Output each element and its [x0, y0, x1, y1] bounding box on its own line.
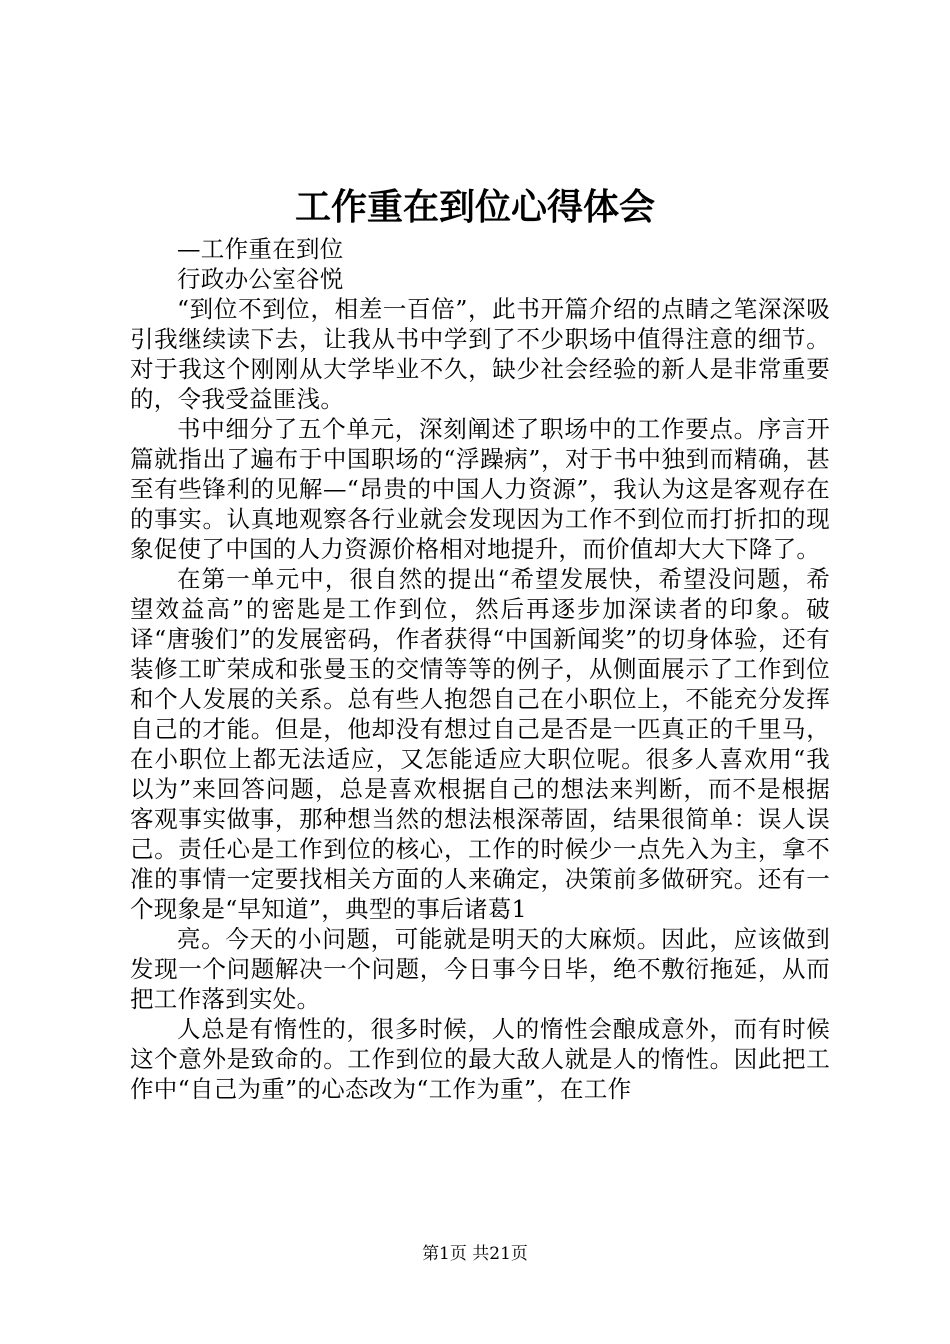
document-title: 工作重在到位心得体会: [294, 187, 655, 228]
paragraph-2: 书中细分了五个单元，深刻阐述了职场中的工作要点。序言开篇就指出了遍布于中国职场的“浮躁病”，对于书中独到而精确，甚至有些锋利的见解—“昂贵的中国人力资源”，我认为这是客观存在的事实。认真地观察各行业就会发现因为工作不到位而打折扣的现象促使了中国的人力资源价格相对地提升，而价值却大大下降了。: [130, 415, 830, 563]
document-body: [130, 234, 830, 1104]
paragraph-4: 亮。今天的小问题，可能就是明天的大麻烦。因此，应该做到发现一个问题解决一个问题，今日事今日毕，绝不敷衍拖延，从而把工作落到实处。: [130, 925, 830, 1013]
page-footer: 第1页 共21页: [422, 1244, 528, 1264]
paragraph-3: 在第一单元中，很自然的提出“希望发展快，希望没问题，希望效益高”的密匙是工作到位，然后再逐步加深读者的印象。破译“唐骏们”的发展密码，作者获得“中国新闻奖”的切身体验，还有装修工旷荣成和张曼玉的交情等等的例子，从侧面展示了工作到位和个人发展的关系。总有些人抱怨自己在小职位上，不能充分发挥自己的才能。但是，他却没有想过自己是否是一匹真正的千里马，在小职位上都无法适应，又怎能适应大职位呢。很多人喜欢用“我以为”来回答问题，总是喜欢根据自己的想法来判断，而不是根据客观事实做事，那种想当然的想法根深蒂固，结果很简单：误人误己。责任心是工作到位的核心，工作的时候少一点先入为主，拿不准的事情一定要找相关方面的人来确定，决策前多做研究。还有一个现象是“早知道”，典型的事后诸葛1: [130, 565, 830, 923]
paragraph-1: “到位不到位，相差一百倍”，此书开篇介绍的点睛之笔深深吸引我继续读下去，让我从书中学到了不少职场中值得注意的细节。对于我这个刚刚从大学毕业不久，缺少社会经验的新人是非常重要的，令我受益匪浅。: [130, 295, 830, 413]
paragraph-subtitle: —工作重在到位: [177, 235, 344, 263]
paragraph-author: 行政办公室谷悦: [177, 265, 344, 293]
paragraph-5: 人总是有惰性的，很多时候，人的惰性会酿成意外，而有时候这个意外是致命的。工作到位的最大敌人就是人的惰性。因此把工作中“自己为重”的心态改为“工作为重”，在工作: [130, 1015, 830, 1103]
